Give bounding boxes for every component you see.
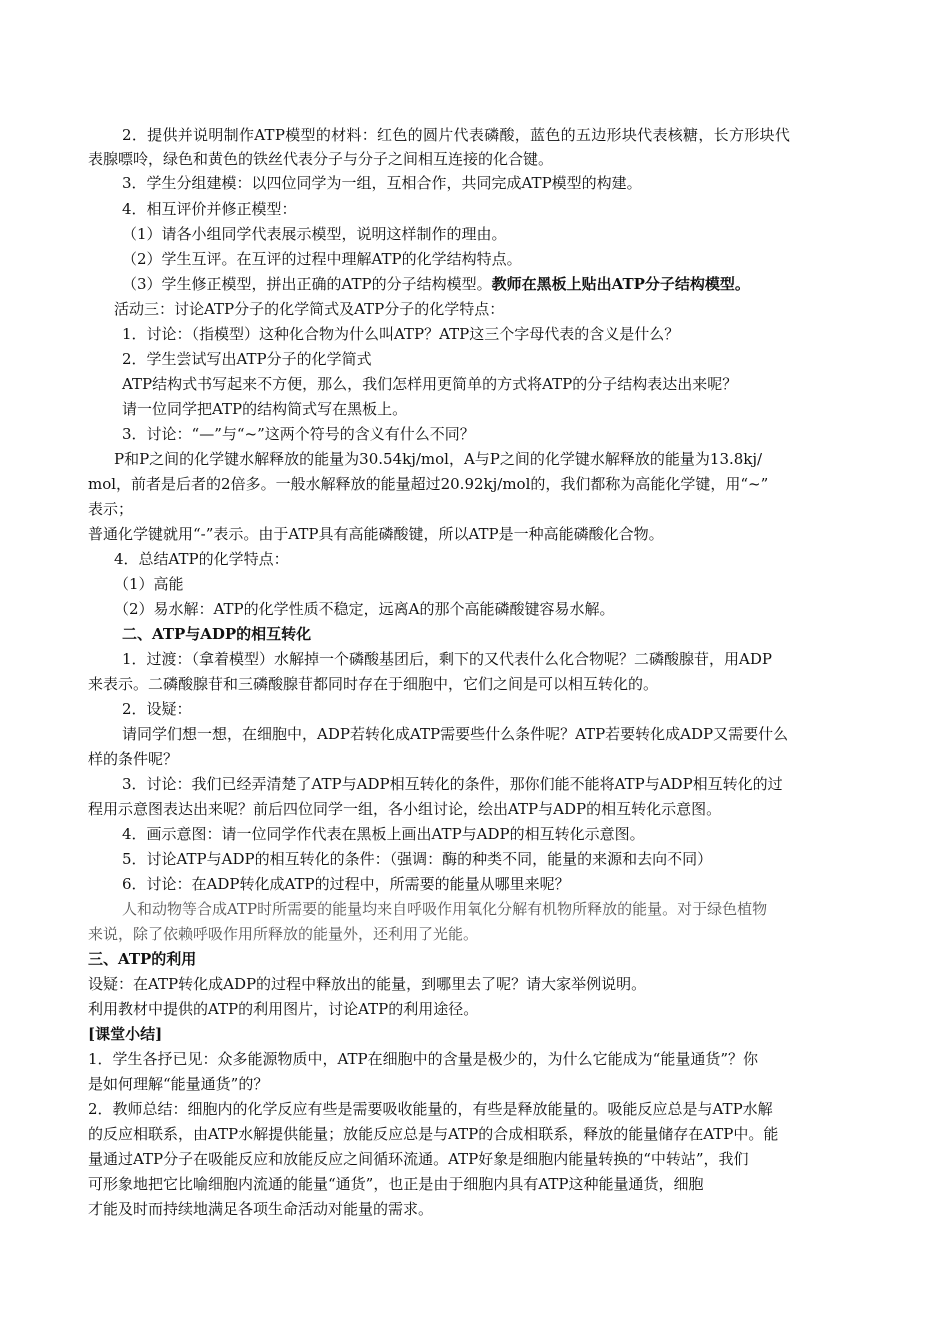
paragraph-line: 1．学生各抒已见：众多能源物质中，ATP在细胞中的含量是极少的，为什么它能成为“能量通货”？你 <box>88 1050 758 1068</box>
paragraph-line: 请同学们想一想，在细胞中，ADP若转化成ATP需要些什么条件呢？ATP若要转化成ADP又需要什么 <box>122 725 789 743</box>
paragraph-line: 量通过ATP分子在吸能反应和放能反应之间循环流通。ATP好象是细胞内能量转换的“中转站”，我们 <box>88 1150 749 1168</box>
paragraph-line: 3．学生分组建模：以四位同学为一组，互相合作，共同完成ATP模型的构建。 <box>122 174 642 192</box>
paragraph-line: （2）学生互评。在互评的过程中理解ATP的化学结构特点。 <box>122 250 522 268</box>
paragraph-line: 1．过渡：（拿着模型）水解掉一个磷酸基团后，剩下的又代表什么化合物呢？二磷酸腺苷，用ADP <box>122 650 772 668</box>
summary-heading: [课堂小结] <box>88 1025 163 1043</box>
paragraph-line: 设疑：在ATP转化成ADP的过程中释放出的能量，到哪里去了呢？请大家举例说明。 <box>88 975 647 993</box>
paragraph-line: 利用教材中提供的ATP的利用图片，讨论ATP的利用途径。 <box>88 1000 479 1018</box>
paragraph-line: 人和动物等合成ATP时所需要的能量均来自呼吸作用氧化分解有机物所释放的能量。对于绿色植物 <box>122 900 768 918</box>
paragraph-line: 3．讨论：我们已经弄清楚了ATP与ADP相互转化的条件，那你们能不能将ATP与ADP相互转化的过 <box>122 775 783 793</box>
paragraph-line: 5．讨论ATP与ADP的相互转化的条件：（强调：酶的种类不同，能量的来源和去向不同） <box>122 850 713 868</box>
paragraph-line: 2．学生尝试写出ATP分子的化学简式 <box>122 350 372 368</box>
paragraph-line: 6．讨论：在ADP转化成ATP的过程中，所需要的能量从哪里来呢？ <box>122 875 570 893</box>
section-heading: 三、ATP的利用 <box>88 950 197 968</box>
paragraph-line: 程用示意图表达出来呢？前后四位同学一组，各小组讨论，绘出ATP与ADP的相互转化示意图。 <box>88 800 722 818</box>
paragraph-line: 4．总结ATP的化学特点： <box>114 550 289 568</box>
paragraph-line: 的反应相联系，由ATP水解提供能量；放能反应总是与ATP的合成相联系，释放的能量储存在ATP中。能 <box>88 1125 779 1143</box>
paragraph-line: （1）请各小组同学代表展示模型，说明这样制作的理由。 <box>122 225 507 243</box>
paragraph-line: 1．讨论：（指模型）这种化合物为什么叫ATP？ATP这三个字母代表的含义是什么？ <box>122 325 680 343</box>
paragraph-line: 请一位同学把ATP的结构简式写在黑板上。 <box>122 400 408 418</box>
paragraph-line: 2．设疑： <box>122 700 192 718</box>
paragraph-line: P和P之间的化学键水解释放的能量为30.54kj/mol，A与P之间的化学键水解释放的能量为13.8kj/ <box>114 450 763 468</box>
paragraph-line: 3．讨论：“—”与“~”这两个符号的含义有什么不同？ <box>122 425 475 443</box>
paragraph-line: 表腺嘌呤，绿色和黄色的铁丝代表分子与分子之间相互连接的化合键。 <box>88 150 554 168</box>
activity-heading: 活动三：讨论ATP分子的化学简式及ATP分子的化学特点： <box>114 300 505 318</box>
paragraph-line: 4．相互评价并修正模型： <box>122 200 297 218</box>
section-heading: 二、ATP与ADP的相互转化 <box>122 625 312 643</box>
paragraph-line: 普通化学键就用“-”表示。由于ATP具有高能磷酸键，所以ATP是一种高能磷酸化合物。 <box>88 525 664 543</box>
paragraph-line: 2．提供并说明制作ATP模型的材料：红色的圆片代表磷酸，蓝色的五边形块代表核糖，长方形块代 <box>122 126 791 144</box>
paragraph-line: 才能及时而持续地满足各项生命活动对能量的需求。 <box>88 1200 434 1218</box>
emphasis-text: 教师在黑板上贴出ATP分子结构模型。 <box>491 275 750 293</box>
paragraph-line: 样的条件呢？ <box>88 750 179 768</box>
paragraph-line: （1）高能 <box>114 575 184 593</box>
line-text: （3）学生修正模型，拼出正确的ATP的分子结构模型。 <box>122 275 492 293</box>
paragraph-line <box>122 273 750 295</box>
paragraph-line: 可形象地把它比喻细胞内流通的能量“通货”，也正是由于细胞内具有ATP这种能量通货，细胞 <box>88 1175 704 1193</box>
paragraph-line: 来表示。二磷酸腺苷和三磷酸腺苷都同时存在于细胞中，它们之间是可以相互转化的。 <box>88 675 659 693</box>
paragraph-line: 表示； <box>88 500 134 518</box>
paragraph-line: ATP结构式书写起来不方便，那么，我们怎样用更简单的方式将ATP的分子结构表达出来呢？ <box>122 375 738 393</box>
paragraph-line: 4．画示意图：请一位同学作代表在黑板上画出ATP与ADP的相互转化示意图。 <box>122 825 645 843</box>
paragraph-line: 2．教师总结：细胞内的化学反应有些是需要吸收能量的，有些是释放能量的。吸能反应总是与ATP水解 <box>88 1100 773 1118</box>
paragraph-line: （2）易水解：ATP的化学性质不稳定，远离A的那个高能磷酸键容易水解。 <box>114 600 615 618</box>
paragraph-line: 来说，除了依赖呼吸作用所释放的能量外，还利用了光能。 <box>88 925 479 943</box>
paragraph-line: mol，前者是后者的2倍多。一般水解释放的能量超过20.92kj/mol的，我们都称为高能化学键，用“~” <box>88 475 769 493</box>
paragraph-line: 是如何理解“能量通货”的？ <box>88 1075 269 1093</box>
